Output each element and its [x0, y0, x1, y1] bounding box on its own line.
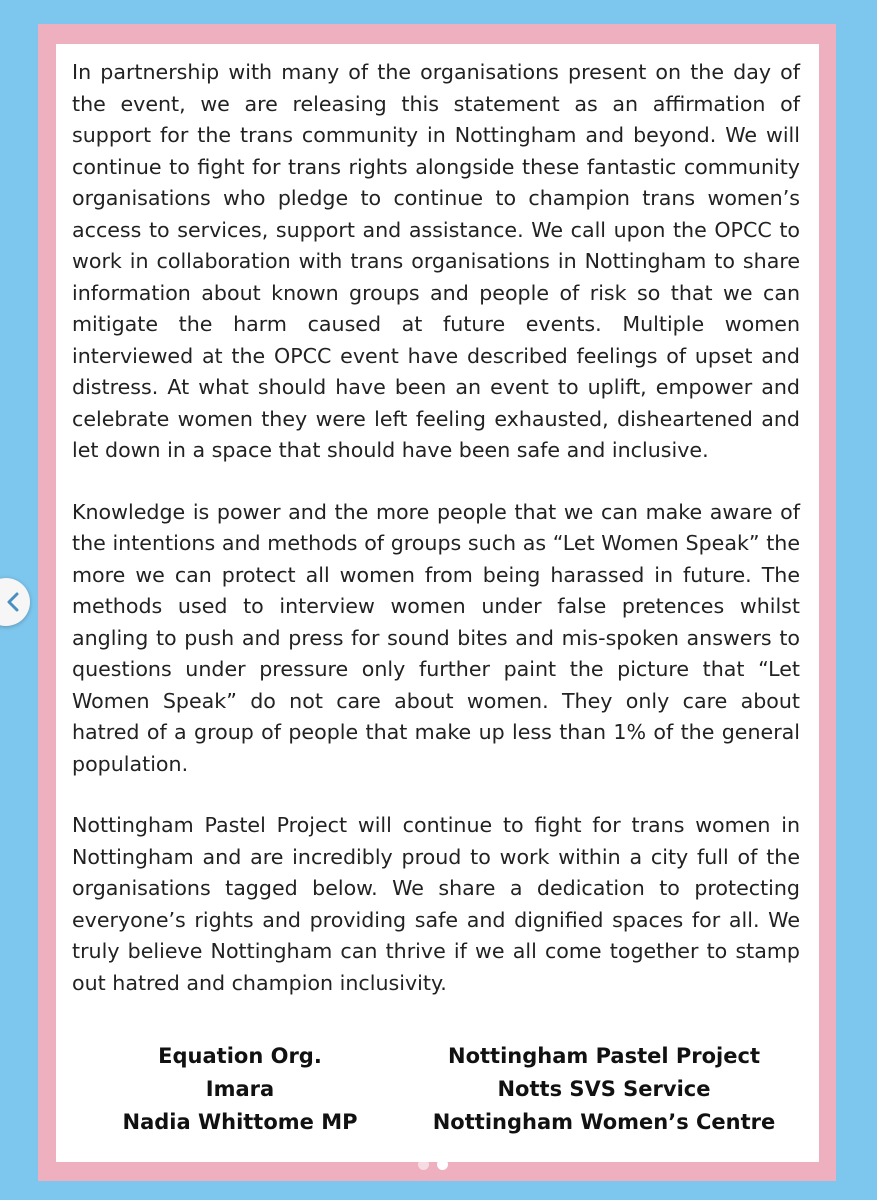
statement-paragraph-2: Knowledge is power and the more people that we can make aware of the intentions and methods of groups such as “Let Women Speak” the more we can protect all women from being harassed in future. The methods used to interview women under false pretences whilst angling to push and press for sound bites and mis-spoken answers to questions under pressure only further paint the picture that “Let Women Speak” do not care about women. They only care about hatred of a group of people that make up less than 1% of the general population. [72, 499, 800, 776]
organisation-list [72, 1040, 800, 1139]
chevron-left-icon [7, 592, 19, 612]
organisation-notts-svs-service: Notts SVS Service [497, 1077, 711, 1101]
statement-paragraph-3: Nottingham Pastel Project will continue to fight for trans women in Nottingham and are incredibly proud to work within a city full of the organisations tagged below. We share a dedication to protecting everyone’s rights and providing safe and dignified spaces for all. We truly believe Nottingham can thrive if we all come together to stamp out hatred and champion inclusivity. [72, 813, 800, 995]
carousel-pagination [418, 1159, 448, 1170]
organisation-column-right [408, 1040, 800, 1139]
carousel-dot-1[interactable] [418, 1159, 429, 1170]
organisation-nottingham-pastel-project: Nottingham Pastel Project [448, 1044, 760, 1068]
carousel-dot-2[interactable] [437, 1159, 448, 1170]
organisation-column-left [72, 1040, 408, 1139]
organisation-nottingham-womens-centre: Nottingham Women’s Centre [432, 1110, 776, 1134]
organisation-nadia-whittome-mp: Nadia Whittome MP [122, 1110, 358, 1134]
statement-body [72, 57, 800, 999]
organisation-imara: Imara [205, 1077, 275, 1101]
organisation-equation-org: Equation Org. [158, 1044, 322, 1068]
statement-paragraph-1: In partnership with many of the organisations present on the day of the event, we are releasing this statement as an affirmation of support for the trans community in Nottingham and beyond. We will continue to fight for trans rights alongside these fantastic community organisations who pledge to continue to champion trans women’s access to services, support and assistance. We call upon the OPCC to work in collaboration with trans organisations in Nottingham to share information about known groups and people of risk so that we can mitigate the harm caused at future events. Multiple women interviewed at the OPCC event have described feelings of upset and distress. At what should have been an event to uplift, empower and celebrate women they were left feeling exhausted, disheartened and let down in a space that should have been safe and inclusive. [72, 60, 800, 462]
